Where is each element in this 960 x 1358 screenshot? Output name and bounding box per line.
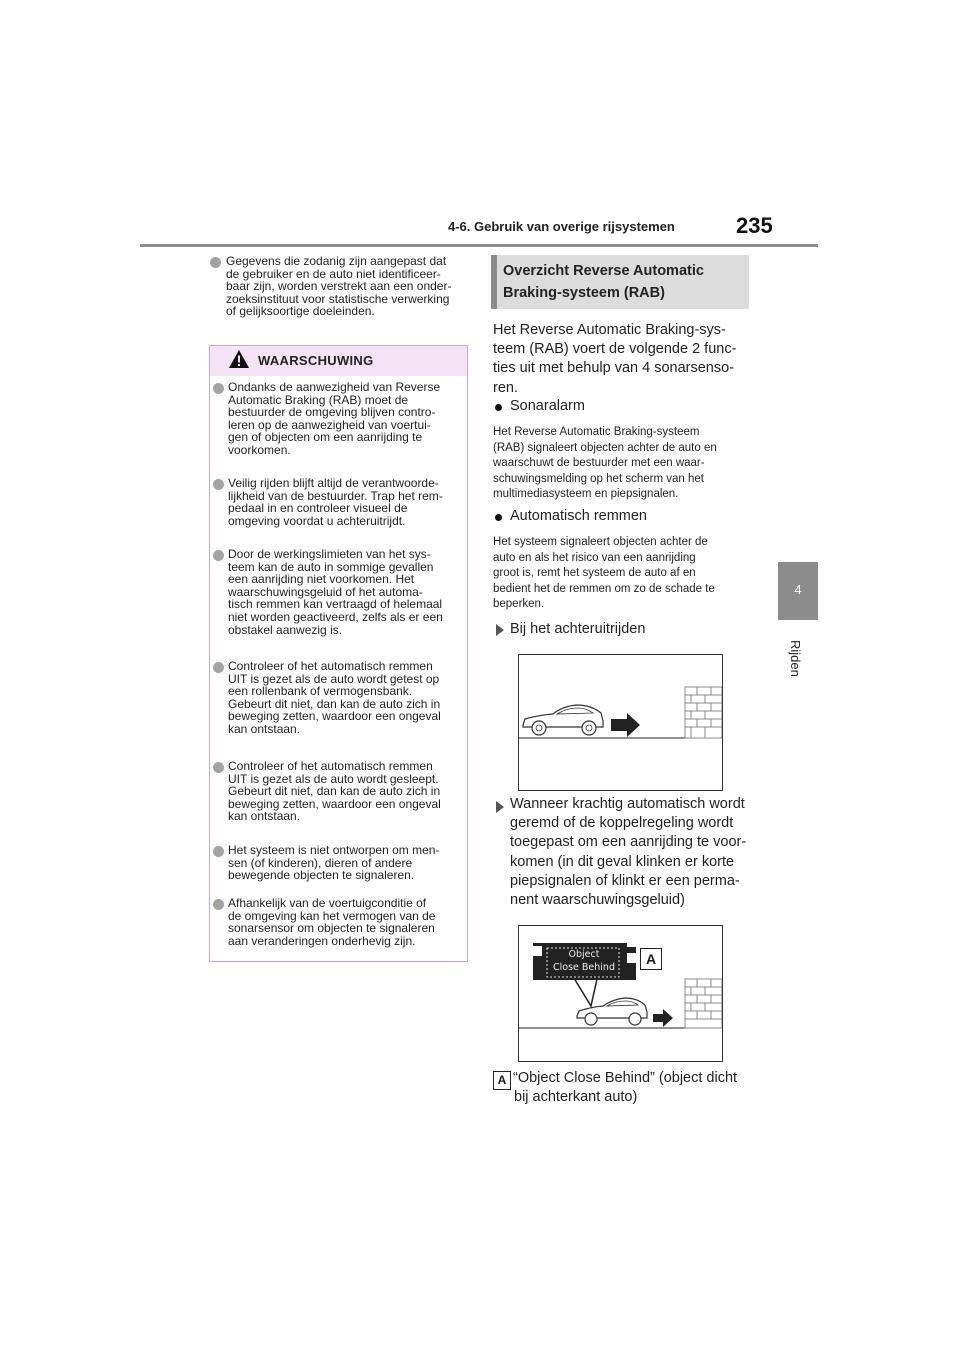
page-number: 235 [736,213,773,238]
brick-wall-icon [685,979,722,1028]
header-rule [140,244,818,247]
warning-title: WAARSCHUWING [258,353,374,368]
sonar-alarm-description: Het Reverse Automatic Braking-systeem (RAB) signaleert objecten achter de auto en waarschuwt de bestuurder met een waar- schuwingsmelding op het scherm van het multimediasysteem en piepsignalen. [493,426,717,501]
bullet-dot-icon [495,514,502,521]
braking-figure [518,925,723,1062]
step-strong-braking: Wanneer krachtig automatisch wordt geremd of de koppelregeling wordt toegepast om een aanrijding te voor- komen (in dit geval klinken er korte piepsignalen of klinkt er een perma- nent waarschuwingsgeluid) [510,796,747,909]
car-icon [523,705,603,735]
direction-arrow-icon [653,1009,673,1027]
bullet-icon [213,762,224,773]
auto-brake-description: Het systeem signaleert objecten achter de auto en als het risico van een aanrijding groot is, remt het systeem de auto af en bedient het de remmen om zo de schade te beperken. [493,536,715,611]
overview-heading: Overzicht Reverse Automatic Braking-systeem (RAB) [503,263,704,301]
bullet-icon [213,479,224,490]
display-message: Object Close Behind [553,949,615,973]
step-arrow-icon [496,624,504,636]
bullet-icon [210,257,221,268]
callout-a-marker: A [493,1071,511,1090]
step-arrow-icon [496,801,504,813]
bullet-icon [213,846,224,857]
reversing-figure [518,654,723,791]
auto-brake-label: Automatisch remmen [510,508,647,524]
car-icon [577,998,647,1025]
bullet-icon [213,383,224,394]
bullet-icon [213,899,224,910]
bullet-dot-icon [495,404,502,411]
sonar-alarm-label: Sonaralarm [510,398,585,414]
direction-arrow-icon [611,713,640,737]
overview-intro: Het Reverse Automatic Braking-sys- teem (RAB) voert de volgende 2 func- ties uit met behulp van 4 sonarsenso- ren. [493,322,737,396]
section-title: 4-6. Gebruik van overige rijsystemen [448,219,675,234]
warning-triangle-icon [228,349,250,369]
chapter-number: 4 [794,582,802,597]
callout-a-caption: “Object Close Behind” (object dicht bij achterkant auto) [513,1070,738,1106]
callout-a-label: A [640,948,662,970]
brick-wall-icon [685,687,722,738]
bullet-icon [213,662,224,673]
step-reversing: Bij het achteruitrijden [510,621,646,637]
intro-paragraph: Gegevens die zodanig zijn aangepast dat de gebruiker en de auto niet identificeer- baar zijn, worden verstrekt aan een onder- zoeksinstituut voor statistische verwerking of gelijksoortige doeleinden. [226,254,452,319]
chapter-label: Rijden [788,640,803,677]
bullet-icon [213,550,224,561]
overview-heading-bar [491,255,497,309]
